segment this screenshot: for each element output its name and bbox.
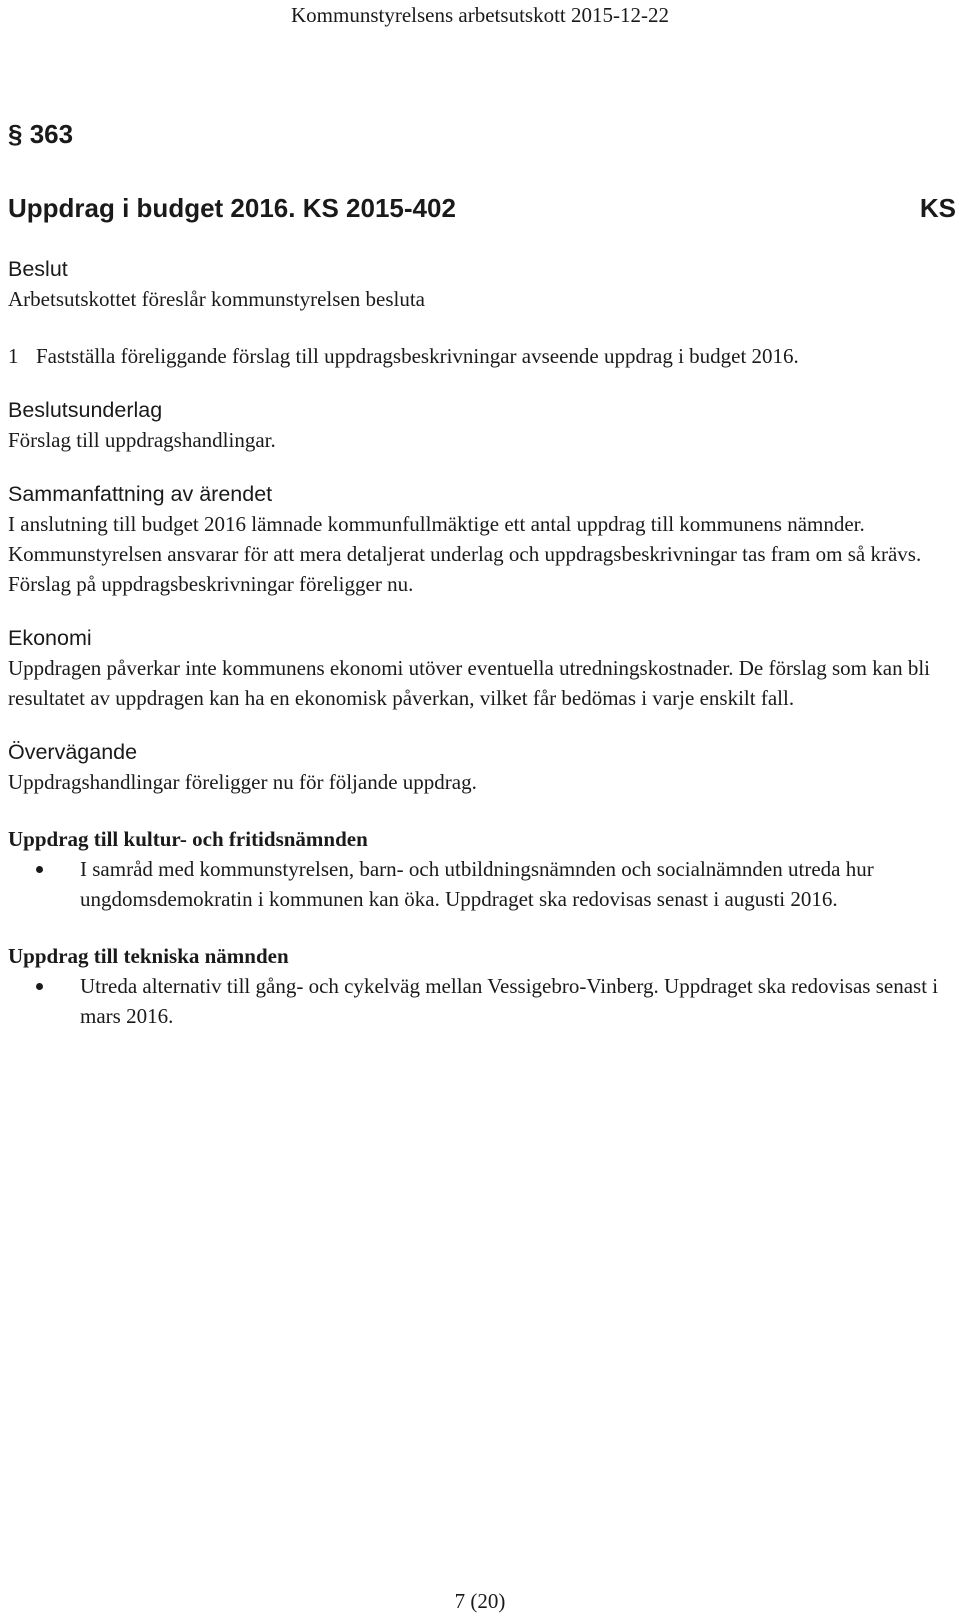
assignment-group-title: Uppdrag till kultur- och fritidsnämnden [8,827,368,851]
overvagande-heading: Övervägande [8,740,138,764]
section-symbol: § [8,119,23,149]
section-title: Uppdrag i budget 2016. KS 2015-402 [8,193,456,223]
beslutsunderlag-section [8,396,953,455]
section-number [8,118,73,150]
assignment-group [8,941,953,1031]
page-header [0,2,960,28]
bullet-list [8,854,953,914]
assignment-group [8,824,953,914]
sammanfattning-heading: Sammanfattning av ärendet [8,482,273,506]
beslut-item-text: Fastställa föreliggande förslag till uppdragsbeskrivningar avseende uppdrag i budget 2016. [36,344,799,368]
ekonomi-heading: Ekonomi [8,626,92,650]
beslutsunderlag-text: Förslag till uppdragshandlingar. [8,428,276,452]
assignment-group-title: Uppdrag till tekniska nämnden [8,944,289,968]
bullet-item [8,971,953,1031]
bullet-icon [36,983,43,990]
bullet-list [8,971,953,1031]
bullet-text: Utreda alternativ till gång- och cykelväg mellan Vessigebro-Vinberg. Uppdraget ska redovisas senast i mars 2016. [80,974,939,1028]
ekonomi-text: Uppdragen påverkar inte kommunens ekonomi utöver eventuella utredningskostnader. De förslag som kan bli resultatet av uppdragen kan ha en ekonomisk påverkan, vilket får bedömas i varje enskilt fall. [8,656,931,710]
beslut-item-number: 1 [8,344,19,368]
sammanfattning-text: I anslutning till budget 2016 lämnade kommunfullmäktige ett antal uppdrag till kommunens nämnder. Kommunstyrelsen ansvarar för att mera detaljerat underlag och uppdragsbeskrivningar tas fram om så krävs. Förslag på uppdragsbeskrivningar föreligger nu. [8,512,922,596]
overvagande-text: Uppdragshandlingar föreligger nu för följande uppdrag. [8,770,477,794]
header-text: Kommunstyrelsens arbetsutskott 2015-12-22 [291,3,669,27]
overvagande-section [8,738,953,1031]
ekonomi-section [8,624,953,713]
page-footer [0,1588,960,1614]
responsible-label: KS [919,193,956,223]
beslut-intro: Arbetsutskottet föreslår kommunstyrelsen besluta [8,287,425,311]
section-title-row [8,192,956,224]
document-body [8,255,953,1031]
bullet-text: I samråd med kommunstyrelsen, barn- och utbildningsnämnden och socialnämnden utreda hur ungdomsdemokratin i kommunen kan öka. Uppdraget ska redovisas senast i augusti 2016. [80,857,874,911]
bullet-icon [36,866,43,873]
section-number-value: 363 [29,119,74,149]
page-number: 7 (20) [454,1589,506,1613]
beslut-section [8,255,953,371]
beslutsunderlag-heading: Beslutsunderlag [8,398,163,422]
bullet-item [8,854,953,914]
sammanfattning-section [8,480,953,599]
beslut-item [8,341,953,371]
beslut-heading: Beslut [8,257,68,281]
